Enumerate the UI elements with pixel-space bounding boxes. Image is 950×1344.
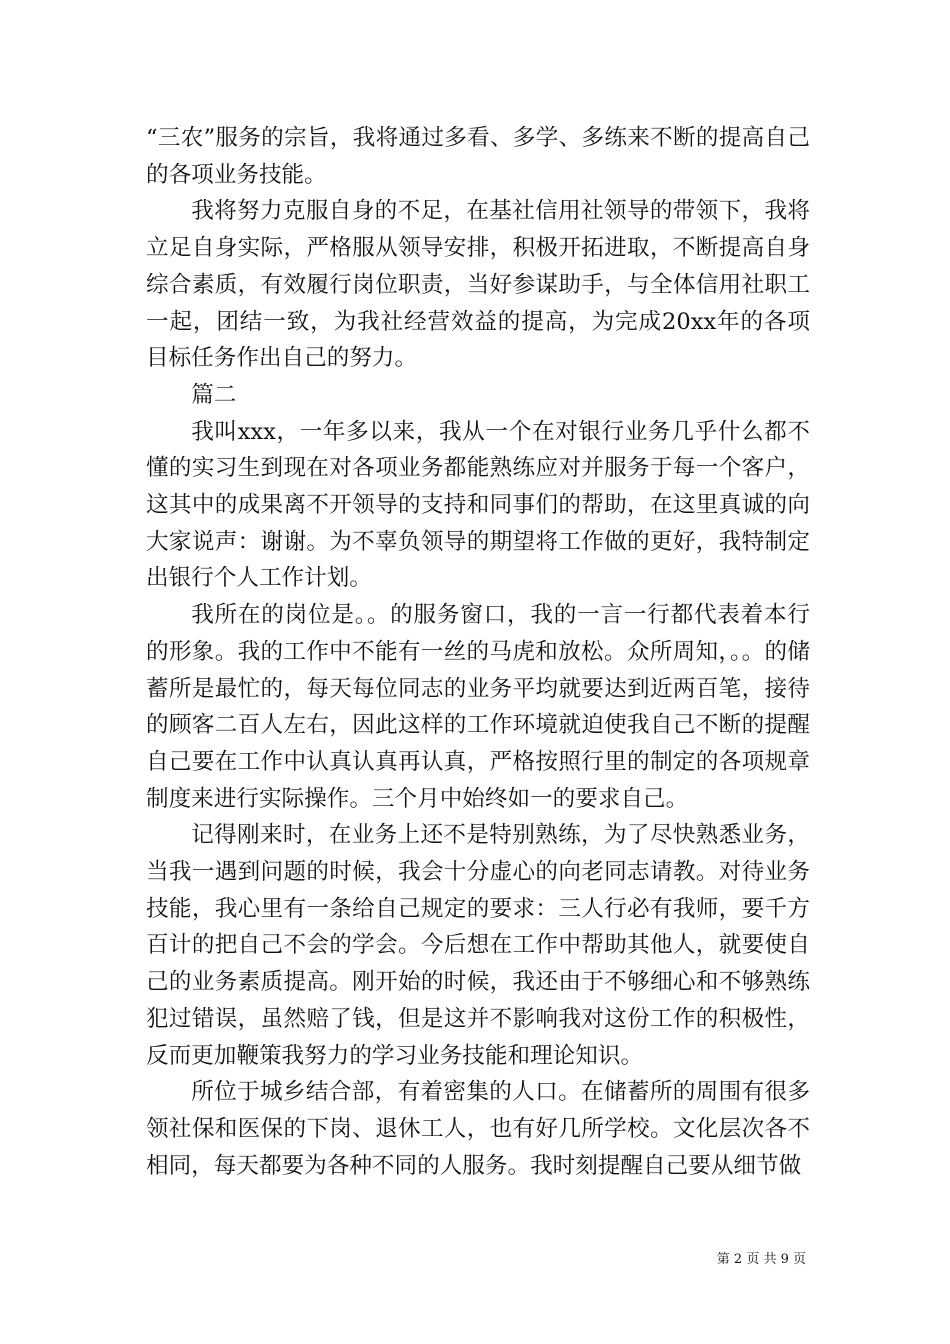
paragraph: 我将努力克服自身的不足，在基社信用社领导的带领下，我将立足自身实际，严格服从领导安排，积极开拓进取，不断提高自身综合素质，有效履行岗位职责，当好参谋助手，与全体信用社职工一起，团结一致，为我社经营效益的提高，为完成20xx年的各项目标任务作出自己的努力。 xyxy=(146,198,810,372)
document-body xyxy=(146,120,810,1184)
paragraph: 我叫xxx，一年多以来，我从一个在对银行业务几乎什么都不懂的实习生到现在对各项业务都能熟练应对并服务于每一个客户，这其中的成果离不开领导的支持和同事们的帮助，在这里真诚的向大家说声：谢谢。为不辜负领导的期望将工作做的更好，我特制定出银行个人工作计划。 xyxy=(146,418,810,592)
page-number-footer: 第 2 页 共 9 页 xyxy=(716,1252,806,1267)
paragraph: 我所在的岗位是。。的服务窗口，我的一言一行都代表着本行的形象。我的工作中不能有一丝的马虎和放松。众所周知，。。的储蓄所是最忙的，每天每位同志的业务平均就要达到近两百笔，接待的顾客二百人左右，因此这样的工作环境就迫使我自己不断的提醒自己要在工作中认真认真再认真，严格按照行里的制定的各项规章制度来进行实际操作。三个月中始终如一的要求自己。 xyxy=(146,602,810,812)
paragraph: 记得刚来时，在业务上还不是特别熟练，为了尽快熟悉业务，当我一遇到问题的时候，我会十分虚心的向老同志请教。对待业务技能，我心里有一条给自己规定的要求：三人行必有我师，要千方百计的把自己不会的学会。今后想在工作中帮助其他人，就要使自己的业务素质提高。刚开始的时候，我还由于不够细心和不够熟练犯过错误，虽然赔了钱，但是这并不影响我对这份工作的积极性，反而更加鞭策我努力的学习业务技能和理论知识。 xyxy=(146,822,810,1069)
paragraph: 所位于城乡结合部，有着密集的人口。在储蓄所的周围有很多领社保和医保的下岗、退休工人，也有好几所学校。文化层次各不相同，每天都要为各种不同的人服务。我时刻提醒自己要从细节做 xyxy=(146,1079,810,1179)
paragraph-continuation: “三农”服务的宗旨，我将通过多看、多学、多练来不断的提高自己的各项业务技能。 xyxy=(146,125,810,188)
section-heading: 篇二 xyxy=(191,381,237,408)
